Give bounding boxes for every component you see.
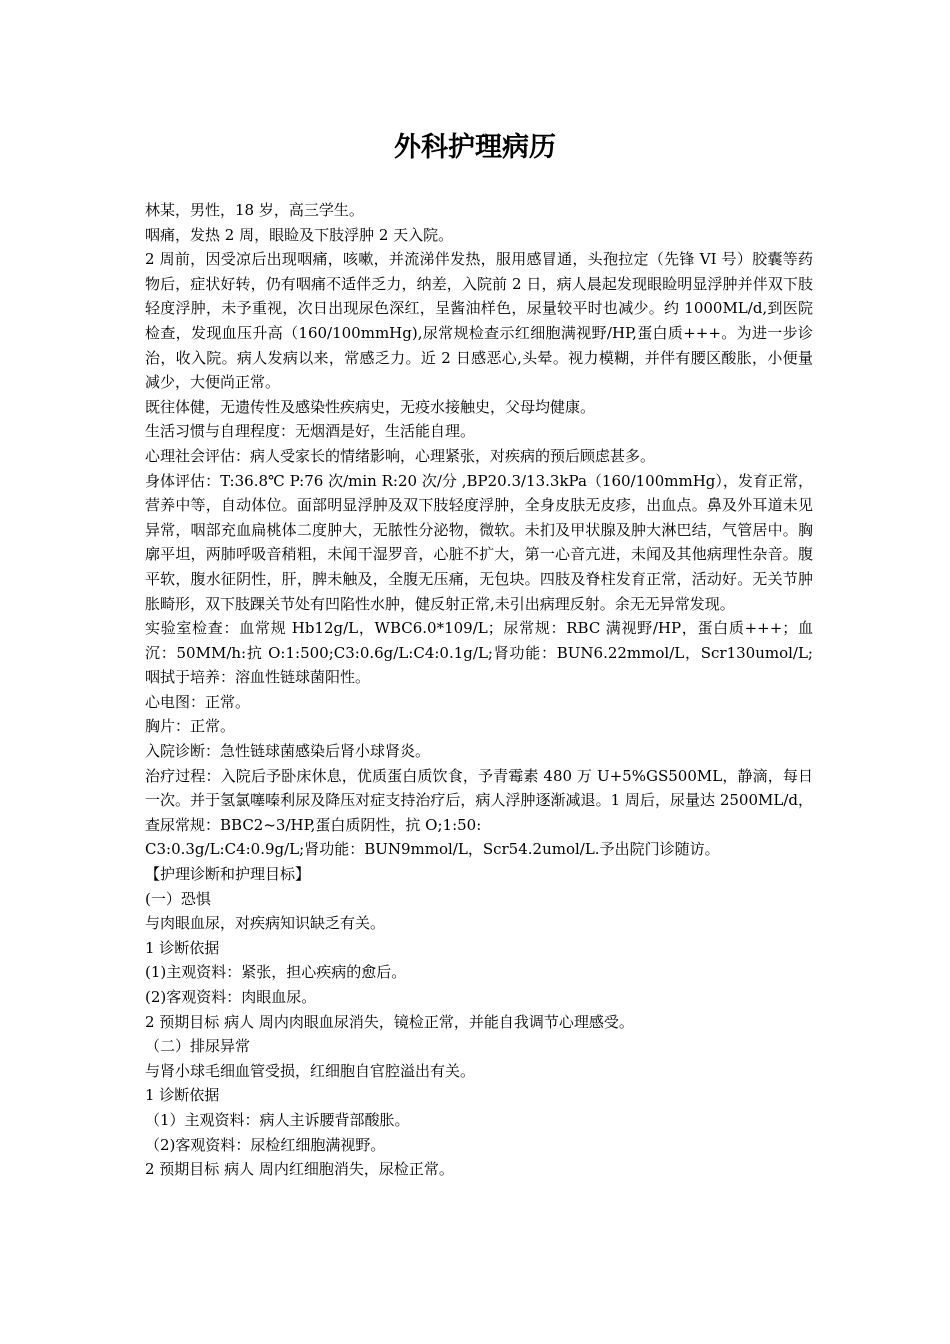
treatment-course-continued: C3:0.3g/L:C4:0.9g/L;肾功能：BUN9mmol/L，Scr54.2umol/L.予出院门诊随访。	[145, 840, 720, 859]
past-history: 既往体健，无遗传性及感染性疾病史，无疫水接触史，父母均健康。	[145, 397, 596, 416]
living-habits: 生活习惯与自理程度：无烟酒是好，生活能自理。	[145, 422, 476, 441]
patient-info: 林某，男性，18 岁，高三学生。	[145, 201, 364, 219]
chest-xray-result: 胸片：正常。	[145, 717, 236, 736]
admission-diagnosis: 入院诊断：急性链球菌感染后肾小球肾炎。	[145, 742, 431, 761]
treatment-course: 治疗过程：入院后予卧床休息，优质蛋白质饮食，予青霉素 480 万 U+5%GS500ML，静滴，每日一次。并于氢氯噻嗪利尿及降压对症支持治疗后，病人浮肿逐渐减退。1 周后，尿量达 2500ML/d，查尿常规：BBC2~3/HP,蛋白质阴性，抗 O;1:50:	[145, 766, 813, 834]
physical-assessment: 身体评估：T:36.8℃ P:76 次/min R:20 次/分 ,BP20.3/13.3kPa（160/100mmHg），发育正常，营养中等，自动体位。面部明显浮肿及双下肢轻度浮肿，全身皮肤无皮疹，出血点。鼻及外耳道未见异常，咽部充血扁桃体二度肿大，无脓性分泌物，微软。未扪及甲状腺及肿大淋巴结，气管居中。胸廓平坦，两肺呼吸音稍粗，未闻干湿罗音，心脏不扩大，第一心音亢进，未闻及其他病理性杂音。腹平软，腹水征阴性，肝，脾未触及，全腹无压痛，无包块。四肢及脊柱发育正常，活动好。无关节肿胀畸形，双下肢踝关节处有凹陷性水肿，健反射正常,未引出病理反射。余无无异常发现。	[145, 471, 813, 613]
diagnosis-1-basis-heading: 1 诊断依据	[145, 938, 220, 957]
document-title: 外科护理病历	[394, 132, 556, 163]
diagnosis-2-related: 与肾小球毛细血管受损，红细胞自官腔溢出有关。	[145, 1061, 476, 1080]
ecg-result: 心电图：正常。	[145, 692, 251, 711]
diagnosis-1-subjective: (1)主观资料：紧张，担心疾病的愈后。	[145, 963, 407, 982]
chief-complaint: 咽痛，发热 2 周，眼睑及下肢浮肿 2 天入院。	[145, 225, 454, 244]
diagnosis-2-basis-heading: 1 诊断依据	[145, 1086, 220, 1105]
diagnosis-2-subjective: （1）主观资料：病人主诉腰背部酸胀。	[145, 1110, 410, 1129]
diagnosis-1-heading: (一）恐惧	[145, 889, 211, 908]
document-body	[145, 198, 813, 1182]
diagnosis-2-goal: 2 预期目标 病人 周内红细胞消失，尿检正常。	[145, 1160, 454, 1179]
diagnosis-1-goal: 2 预期目标 病人 周内肉眼血尿消失，镜检正常，并能自我调节心理感受。	[145, 1012, 634, 1031]
present-illness: 2 周前，因受凉后出现咽痛，咳嗽，并流涕伴发热，服用感冒通，头孢拉定（先锋 VI 号）胶囊等药物后，症状好转，仍有咽痛不适伴乏力，纳差，入院前 2 日，病人晨起发现眼睑明显浮肿并伴双下肢轻度浮肿，未予重视，次日出现尿色深红，呈酱油样色，尿量较平时也减少。约 1000ML/d,到医院检查，发现血压升高（160/100mmHg),尿常规检查示红细胞满视野/HP,蛋白质+++。为进一步诊治，收入院。病人发病以来，常感乏力。近 2 日感恶心,头晕。视力模糊，并伴有腰区酸胀，小便量减少，大便尚正常。	[145, 250, 813, 392]
diagnosis-1-objective: (2)客观资料：肉眼血尿。	[145, 988, 317, 1006]
diagnosis-2-heading: （二）排尿异常	[145, 1037, 251, 1056]
diagnosis-1-related: 与肉眼血尿，对疾病知识缺乏有关。	[145, 914, 386, 933]
diagnosis-2-objective: （2)客观资料：尿检红细胞满视野。	[145, 1135, 386, 1154]
section-heading-nursing: 【护理诊断和护理目标】	[145, 865, 311, 884]
lab-tests: 实验室检查：血常规 Hb12g/L，WBC6.0*109/L；尿常规：RBC 满视野/HP，蛋白质+++；血沉：50MM/h:抗 O:1:500;C3:0.6g/L:C4:0.1g/L;肾功能：BUN6.22mmol/L，Scr130umol/L;咽拭于培养：溶血性链球菌阳性。	[145, 619, 813, 687]
psychosocial-assessment: 心理社会评估：病人受家长的情绪影响，心理紧张，对疾病的预后顾虑甚多。	[145, 446, 656, 465]
